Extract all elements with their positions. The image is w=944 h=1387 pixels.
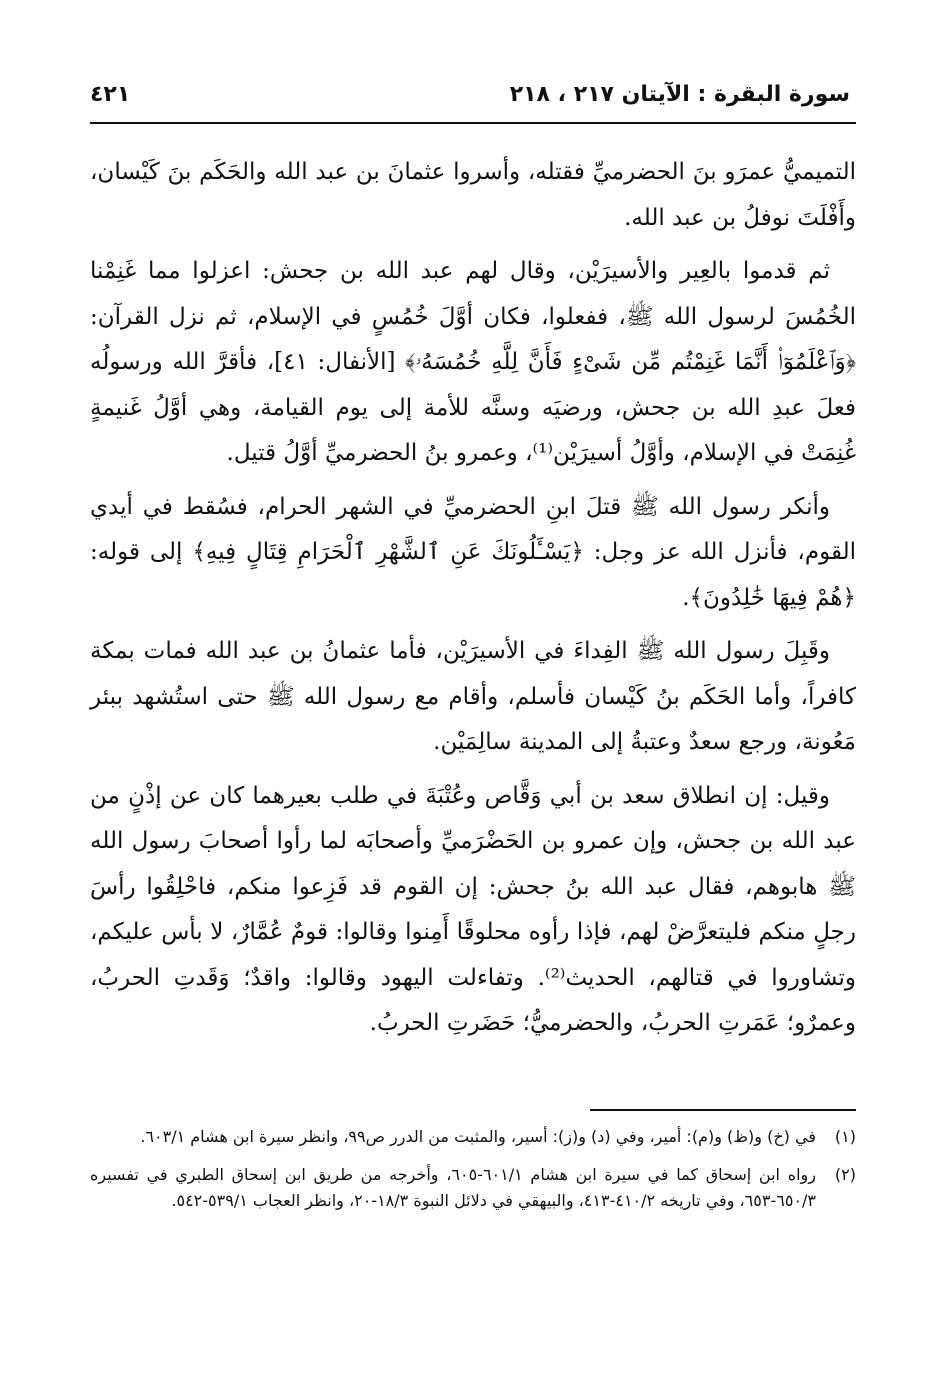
footnote-text: في (خ) و(ظ) و(م): أمير، وفي (د) و(ز): أسير، والمثبت من الدرر ص٩٩، وانظر سيرة ابن هشام ٦٠٣/١.: [140, 1127, 816, 1146]
footnotes: [90, 1124, 856, 1226]
paragraph: وقيل: إن انطلاق سعد بن أبي وَقَّاص وعُتْبَةَ في طلب بعيرهما كان عن إذْنٍ من عبد الله بن جحش، وإن عمرو بن الحَضْرَميِّ وأصحابَه لما رأوا أصحابَ رسول الله ﷺ هابوهم، فقال عبد الله بنُ جحش: إن القوم قد فَزِعوا منكم، فاحْلِقُوا رأسَ رجلٍ منكم فليتعرَّضْ لهم، فإذا رأوه محلوقًا أَمِنوا وقالوا: قومٌ عُمَّارٌ، لا بأس عليكم، وتشاوروا في قتالهم، الحديث⁽²⁾. وتفاءلت اليهود وقالوا: واقدٌ؛ وَقَدتِ الحربُ، وعمرٌو؛ عَمَرتِ الحربُ، والحضرميُّ؛ حَضَرتِ الحربُ.: [90, 782, 856, 1036]
footnote: [90, 1124, 856, 1150]
header-rule: [90, 122, 856, 124]
footnote-text: رواه ابن إسحاق كما في سيرة ابن هشام ٦٠١/١-٦٠٥، وأخرجه من طريق ابن إسحاق الطبري في تفسيره ٦٥٠/٣-٦٥٣، وفي تاريخه ٤١٠/٢-٤١٣، والبيهقي في دلائل النبوة ١٨/٣-٢٠، وانظر العجاب ٥٣٩/١-٥٤٢.: [90, 1165, 816, 1210]
running-title: سورة البقرة : الآيتان ٢١٧ ، ٢١٨: [509, 82, 850, 107]
footnote: [90, 1162, 856, 1214]
paragraph: وأنكر رسول الله ﷺ قتلَ ابنِ الحضرميِّ في الشهر الحرام، فسُقط في أيدي القوم، فأنزل الله عز وجل: ﴿يَسْـَٔلُونَكَ عَنِ ٱلشَّهْرِ ٱلْحَرَامِ قِتَالٍ فِيهِ﴾ إلى قوله: ﴿هُمْ فِيهَا خَٰلِدُونَ﴾.: [90, 493, 856, 611]
paragraph: ثم قدموا بالعِير والأسيرَيْن، وقال لهم عبد الله بن جحش: اعزلوا مما غَنِمْنا الخُمُسَ لرسول الله ﷺ، ففعلوا، فكان أوَّلَ خُمُسٍ في الإسلام، ثم نزل القرآن: ﴿وَٱعْلَمُوٓا۟ أَنَّمَا غَنِمْتُم مِّن شَىْءٍ فَأَنَّ لِلَّهِ خُمُسَهُۥ﴾ [الأنفال: ٤١]، فأقرَّ الله ورسولُه فعلَ عبدِ الله بن جحش، ورضيَه وسنَّه للأمة إلى يوم القيامة، وهي أوَّلُ غَنيمةٍ غُنِمَتْ في الإسلام، وأوَّلُ أسيرَيْن⁽¹⁾، وعمرو بنُ الحضرميِّ أوَّلُ قتيل.: [90, 258, 856, 466]
footnote-number: (١): [834, 1127, 856, 1146]
page-number: ٤٢١: [90, 82, 131, 107]
paragraph: التميميُّ عمرَو بنَ الحضرميِّ فقتله، وأسروا عثمانَ بن عبد الله والحَكَم بنَ كَيْسان، وأَفْلَتَ نوفلُ بن عبد الله.: [90, 159, 856, 231]
page-header: [90, 80, 850, 120]
main-text: [90, 150, 856, 1055]
footnote-number: (٢): [834, 1165, 856, 1184]
footnote-rule: [590, 1109, 856, 1111]
paragraph: وقَبِلَ رسول الله ﷺ الفِداءَ في الأسيرَيْن، فأما عثمانُ بن عبد الله فمات بمكة كافراً، وأما الحَكَم بنُ كَيْسان فأسلم، وأقام مع رسول الله ﷺ حتى استُشهد ببئر مَعُونة، ورجع سعدٌ وعتبةُ إلى المدينة سالِمَيْن.: [90, 638, 856, 755]
